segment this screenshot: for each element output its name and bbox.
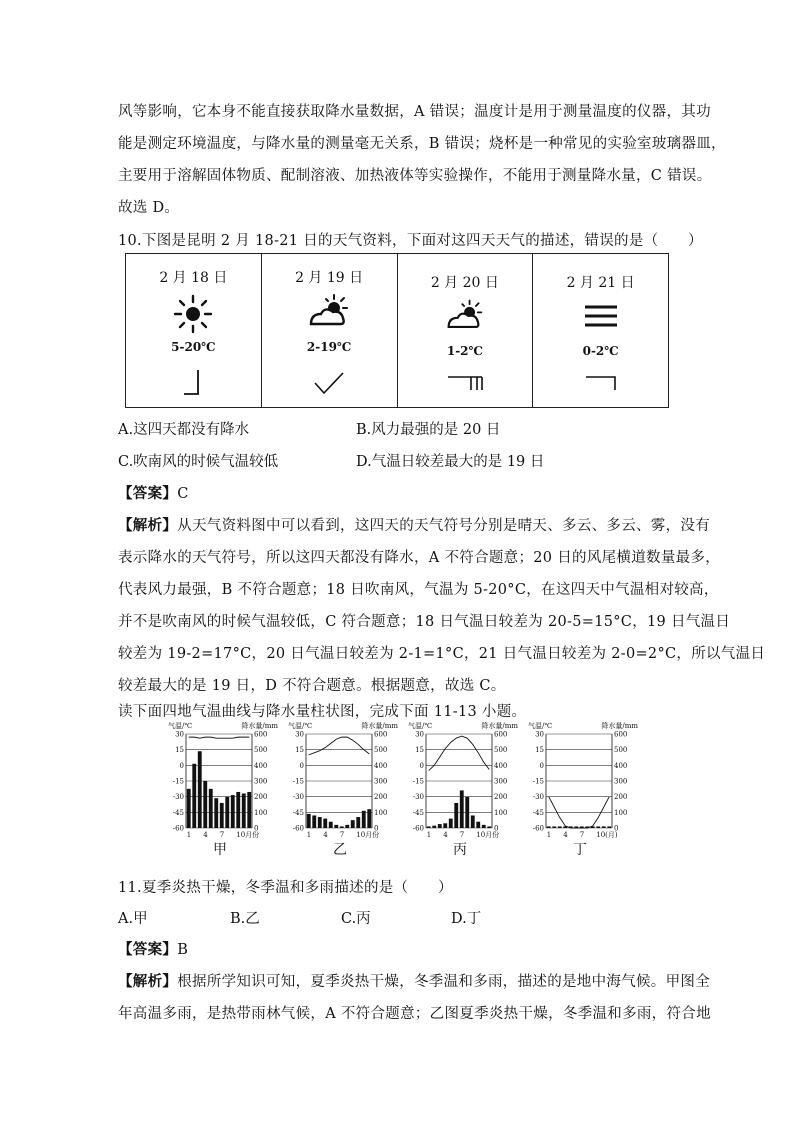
precip-bar bbox=[312, 815, 316, 828]
precip-tick-label: 300 bbox=[494, 777, 508, 786]
temp-tick-label: -60 bbox=[292, 824, 304, 833]
precip-bar bbox=[225, 797, 229, 828]
temp-tick-label: -45 bbox=[292, 808, 304, 817]
precip-bar bbox=[487, 826, 491, 828]
precip-tick-label: 300 bbox=[614, 777, 628, 786]
temp-tick-label: 0 bbox=[539, 761, 544, 770]
precip-tick-label: 100 bbox=[494, 808, 508, 817]
analysis-line: 较差最大的是 19 日，D 不符合题意。根据题意，故选 C。 bbox=[118, 678, 506, 694]
answer-row bbox=[118, 938, 188, 959]
temp-tick-label: -30 bbox=[172, 793, 184, 802]
temp-tick-label: -15 bbox=[172, 777, 184, 786]
temp-tick-label: 0 bbox=[299, 761, 304, 770]
x-tick-label: 7 bbox=[219, 831, 225, 839]
x-tick-label: 4 bbox=[323, 831, 328, 839]
weather-cell bbox=[262, 254, 398, 407]
precip-bar bbox=[367, 809, 371, 828]
precip-bar bbox=[602, 826, 606, 828]
temp-axis-title: 气温/℃ bbox=[168, 722, 193, 730]
temp-tick-label: -15 bbox=[532, 777, 544, 786]
temp-tick-label: -60 bbox=[412, 824, 424, 833]
weather-cell bbox=[533, 254, 668, 407]
precip-tick-label: 400 bbox=[614, 761, 628, 770]
weather-date: 2 月 19 日 bbox=[295, 270, 364, 286]
precip-bar bbox=[607, 826, 611, 828]
south-wind-symbol bbox=[178, 368, 208, 398]
precip-bar bbox=[558, 826, 562, 828]
precip-bar bbox=[220, 803, 224, 828]
precip-bar bbox=[351, 820, 355, 828]
chart-label: 丁 bbox=[573, 842, 587, 858]
chart-label: 甲 bbox=[213, 842, 227, 858]
x-tick-label: 4 bbox=[443, 831, 448, 839]
weather-temp: 5-20℃ bbox=[171, 340, 216, 354]
precip-tick-label: 0 bbox=[614, 824, 619, 833]
x-tick-label: 10(月) bbox=[596, 831, 618, 839]
precip-axis-title: 降水量/mm bbox=[241, 722, 278, 730]
temp-tick-label: 30 bbox=[175, 730, 184, 739]
answer-value: C bbox=[177, 486, 189, 502]
temp-tick-label: -45 bbox=[532, 808, 544, 817]
temp-tick-label: -60 bbox=[172, 824, 184, 833]
temp-tick-label: 15 bbox=[535, 746, 544, 755]
temp-tick-label: 30 bbox=[295, 730, 304, 739]
x-tick-label: 10月份 bbox=[356, 831, 380, 839]
option-c: C.吹南风的时候气温较低 bbox=[118, 454, 279, 470]
temp-tick-label: -45 bbox=[172, 808, 184, 817]
climate-chart-jia bbox=[168, 720, 278, 860]
precip-bar bbox=[192, 764, 196, 828]
precip-bar bbox=[596, 826, 600, 828]
precip-tick-label: 200 bbox=[614, 793, 628, 802]
precip-bar bbox=[476, 822, 480, 828]
precip-bar bbox=[203, 781, 207, 828]
precip-bar bbox=[198, 751, 202, 828]
precip-bar bbox=[187, 789, 191, 828]
analysis-line: 较差为 19-2=17°C，20 日气温日较差为 2-1=1°C，21 日气温日较差为 2-0=2°C，所以气温日 bbox=[118, 646, 766, 662]
precip-tick-label: 100 bbox=[614, 808, 628, 817]
precip-tick-label: 100 bbox=[254, 808, 268, 817]
option-b: B.风力最强的是 20 日 bbox=[356, 422, 501, 438]
precip-tick-label: 600 bbox=[374, 730, 388, 739]
partly-cloudy-icon bbox=[307, 294, 351, 330]
x-tick-label: 10月份 bbox=[476, 831, 500, 839]
precip-bar bbox=[329, 822, 333, 828]
chart-label: 丙 bbox=[453, 842, 467, 858]
text-line: 主要用于溶解固体物质、配制溶液、加热液体等实验操作，不能用于测量降水量，C 错误。 bbox=[118, 168, 712, 184]
precip-tick-label: 0 bbox=[494, 824, 499, 833]
precip-tick-label: 600 bbox=[494, 730, 508, 739]
x-tick-label: 1 bbox=[426, 831, 432, 839]
temp-tick-label: 30 bbox=[535, 730, 544, 739]
text-line: 能是测定环境温度，与降水量的测量毫无关系，B 错误；烧杯是一种常见的实验室玻璃器皿， bbox=[118, 136, 726, 152]
precip-tick-label: 400 bbox=[494, 761, 508, 770]
precip-bar bbox=[242, 794, 246, 828]
precip-tick-label: 300 bbox=[374, 777, 388, 786]
calm-wind-symbol bbox=[312, 370, 346, 396]
climate-chart-ding bbox=[528, 720, 638, 860]
answer-row bbox=[118, 482, 189, 503]
x-tick-label: 10月份 bbox=[236, 831, 260, 839]
question-10-stem: 10.下图是昆明 2 月 18-21 日的天气资料，下面对这四天天气的描述，错误的是（ ） bbox=[118, 233, 703, 249]
weather-temp: 1-2℃ bbox=[446, 344, 483, 358]
precip-bar bbox=[307, 814, 311, 828]
precip-bar bbox=[552, 826, 556, 828]
precip-bar bbox=[427, 826, 431, 828]
answer-label: 【答案】 bbox=[118, 485, 178, 502]
temp-tick-label: -45 bbox=[412, 808, 424, 817]
temp-tick-label: 0 bbox=[179, 761, 184, 770]
precip-bar bbox=[318, 817, 322, 828]
precip-bar bbox=[345, 825, 349, 828]
analysis-line bbox=[118, 970, 710, 991]
precip-axis-title: 降水量/mm bbox=[601, 722, 638, 730]
precip-tick-label: 600 bbox=[254, 730, 268, 739]
temp-tick-label: 0 bbox=[419, 761, 424, 770]
precip-axis-title: 降水量/mm bbox=[361, 722, 398, 730]
precip-bar bbox=[247, 792, 251, 828]
precip-bar bbox=[443, 823, 447, 828]
precip-bar bbox=[334, 825, 338, 828]
temp-tick-label: -15 bbox=[292, 777, 304, 786]
precip-bar bbox=[449, 819, 453, 828]
precip-tick-label: 500 bbox=[614, 746, 628, 755]
intro-11-13: 读下面四地气温曲线与降水量柱状图，完成下面 11-13 小题。 bbox=[118, 704, 527, 720]
precip-tick-label: 600 bbox=[614, 730, 628, 739]
precip-tick-label: 400 bbox=[254, 761, 268, 770]
text-line: 故选 D。 bbox=[118, 200, 180, 216]
precip-bar bbox=[323, 819, 327, 828]
precip-bar bbox=[454, 803, 458, 828]
temp-tick-label: -30 bbox=[412, 793, 424, 802]
temp-tick-label: 30 bbox=[415, 730, 424, 739]
precip-bar bbox=[471, 815, 475, 828]
option-c: C.丙 bbox=[341, 911, 371, 927]
temp-tick-label: -30 bbox=[532, 793, 544, 802]
precip-tick-label: 500 bbox=[374, 746, 388, 755]
temp-tick-label: 15 bbox=[295, 746, 304, 755]
x-tick-label: 4 bbox=[203, 831, 208, 839]
x-tick-label: 4 bbox=[563, 831, 568, 839]
x-tick-label: 7 bbox=[339, 831, 345, 839]
precip-bar bbox=[547, 826, 551, 828]
analysis-label: 【解析】 bbox=[118, 973, 178, 990]
precip-tick-label: 400 bbox=[374, 761, 388, 770]
precip-bar bbox=[482, 825, 486, 828]
analysis-text: 从天气资料图中可以看到，这四天的天气符号分别是晴天、多云、多云、雾，没有 bbox=[177, 518, 710, 534]
north-wind-symbol bbox=[583, 374, 619, 394]
precip-tick-label: 200 bbox=[254, 793, 268, 802]
temp-tick-label: -60 bbox=[532, 824, 544, 833]
analysis-line: 并不是吹南风的时候气温较低，C 符合题意；18 日气温日较差为 20-5=15°C，19 日气温日 bbox=[118, 614, 731, 630]
option-b: B.乙 bbox=[230, 911, 260, 927]
precip-bar bbox=[214, 798, 218, 828]
climate-chart-yi bbox=[288, 720, 398, 860]
precip-bar bbox=[460, 790, 464, 828]
sun-icon bbox=[173, 294, 213, 334]
precip-bar bbox=[465, 797, 469, 828]
precip-bar bbox=[236, 792, 240, 828]
question-11-stem: 11.夏季炎热干燥，冬季温和多雨描述的是（ ） bbox=[118, 880, 453, 896]
precip-bar bbox=[356, 817, 360, 828]
precip-bar bbox=[340, 826, 344, 828]
temp-axis-title: 气温/℃ bbox=[528, 722, 553, 730]
x-tick-label: 1 bbox=[186, 831, 192, 839]
partly-cloudy-icon bbox=[445, 299, 485, 333]
x-tick-label: 7 bbox=[459, 831, 465, 839]
temp-tick-label: 15 bbox=[175, 746, 184, 755]
temp-tick-label: -30 bbox=[292, 793, 304, 802]
temp-axis-title: 气温/℃ bbox=[288, 722, 313, 730]
answer-label: 【答案】 bbox=[118, 941, 178, 958]
three-flag-wind-symbol bbox=[445, 374, 485, 394]
precip-bar bbox=[209, 789, 213, 828]
x-tick-label: 1 bbox=[546, 831, 552, 839]
temp-line bbox=[189, 737, 250, 738]
option-d: D.气温日较差最大的是 19 日 bbox=[356, 454, 545, 470]
option-a: A.这四天都没有降水 bbox=[118, 422, 250, 438]
weather-temp: 0-2℃ bbox=[582, 344, 619, 358]
analysis-line bbox=[118, 514, 710, 535]
analysis-line: 年高温多雨，是热带雨林气候，A 不符合题意；乙图夏季炎热干燥，冬季温和多雨，符合地 bbox=[118, 1006, 711, 1022]
precip-axis-title: 降水量/mm bbox=[481, 722, 518, 730]
weather-temp: 2-19℃ bbox=[306, 340, 352, 354]
weather-date: 2 月 21 日 bbox=[566, 275, 635, 291]
fog-icon bbox=[583, 304, 619, 328]
weather-cell bbox=[126, 254, 262, 407]
temp-tick-label: -15 bbox=[412, 777, 424, 786]
precip-tick-label: 300 bbox=[254, 777, 268, 786]
analysis-text: 根据所学知识可知，夏季炎热干燥，冬季温和多雨，描述的是地中海气候。甲图全 bbox=[177, 974, 710, 990]
precip-bar bbox=[231, 795, 235, 828]
analysis-line: 表示降水的天气符号，所以这四天都没有降水，A 不符合题意；20 日的风尾横道数量最多， bbox=[118, 550, 721, 566]
option-a: A.甲 bbox=[118, 911, 148, 927]
precip-bar bbox=[438, 824, 442, 828]
option-d: D.丁 bbox=[451, 911, 482, 927]
weather-table bbox=[125, 253, 669, 408]
precip-tick-label: 500 bbox=[494, 746, 508, 755]
precip-tick-label: 0 bbox=[374, 824, 379, 833]
precip-bar bbox=[362, 811, 366, 828]
weather-date: 2 月 18 日 bbox=[159, 270, 228, 286]
analysis-line: 代表风力最强，B 不符合题意；18 日吹南风，气温为 5-20°C，在这四天中气温相对较高， bbox=[118, 582, 719, 598]
temp-axis-title: 气温/℃ bbox=[408, 722, 433, 730]
precip-tick-label: 200 bbox=[374, 793, 388, 802]
climate-chart-bing bbox=[408, 720, 518, 860]
precip-tick-label: 0 bbox=[254, 824, 259, 833]
x-tick-label: 1 bbox=[306, 831, 312, 839]
precip-bar bbox=[432, 826, 436, 828]
temp-tick-label: 15 bbox=[415, 746, 424, 755]
precip-tick-label: 500 bbox=[254, 746, 268, 755]
weather-cell bbox=[398, 254, 534, 407]
precip-tick-label: 100 bbox=[374, 808, 388, 817]
text-line: 风等影响，它本身不能直接获取降水量数据，A 错误；温度计是用于测量温度的仪器，其功 bbox=[118, 104, 711, 120]
weather-date: 2 月 20 日 bbox=[430, 275, 499, 291]
analysis-label: 【解析】 bbox=[118, 517, 178, 534]
answer-value: B bbox=[177, 942, 189, 958]
x-tick-label: 7 bbox=[579, 831, 585, 839]
precip-tick-label: 200 bbox=[494, 793, 508, 802]
temp-line bbox=[309, 737, 370, 755]
chart-label: 乙 bbox=[333, 842, 347, 858]
